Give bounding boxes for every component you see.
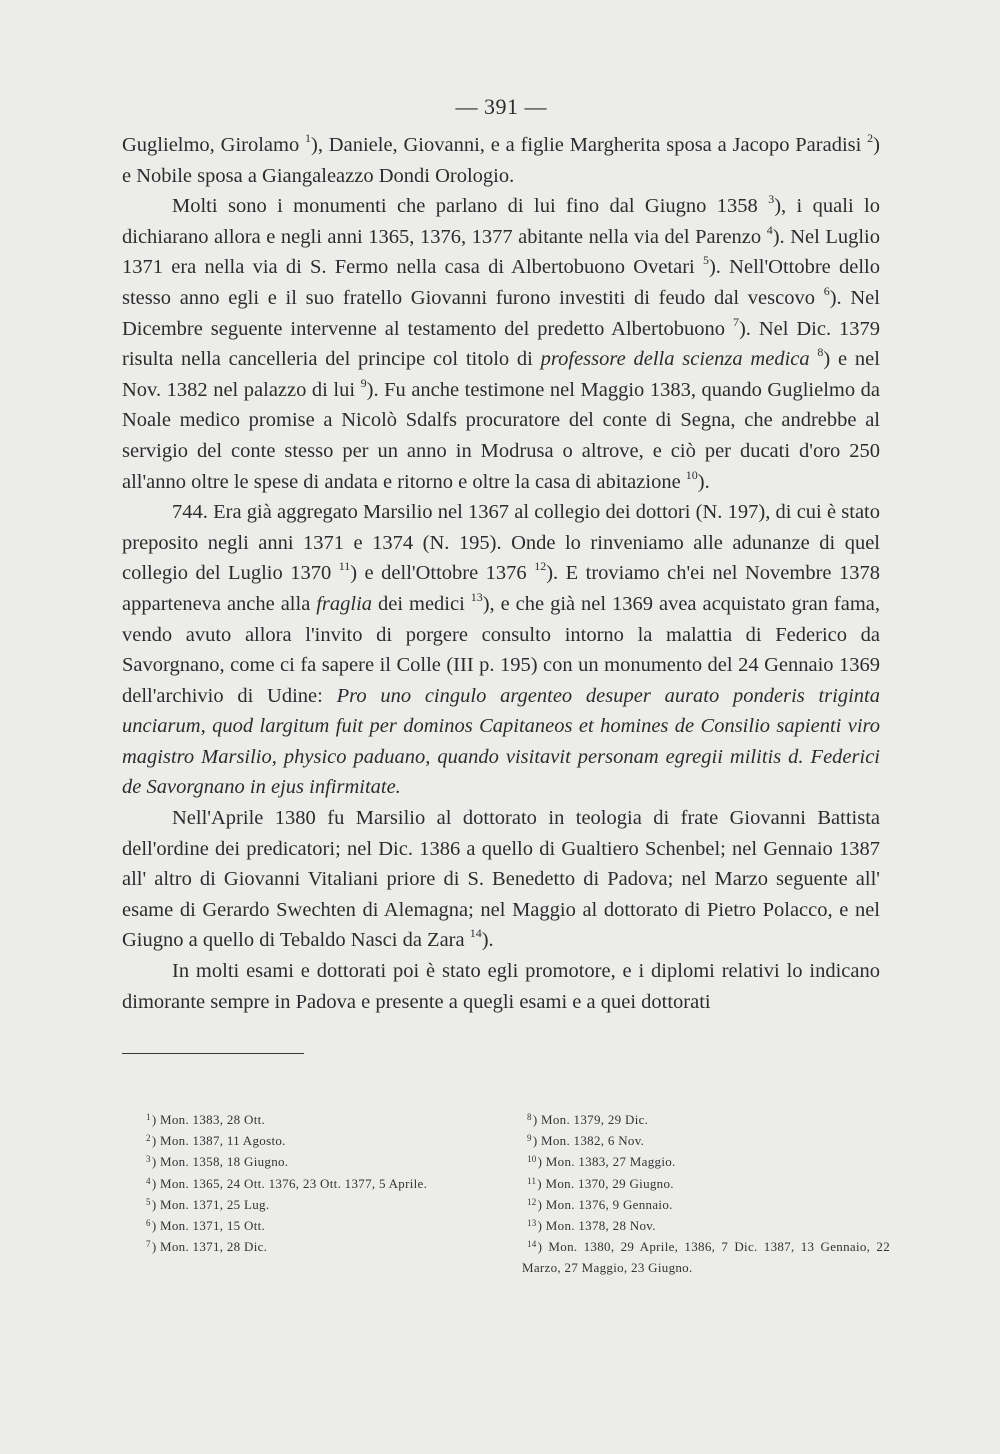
footnote-text: ) Mon. 1387, 11 Agosto. [151,1133,286,1149]
footnote-8 [522,1110,890,1131]
footnote-13 [522,1216,890,1237]
footnote-text: ) Mon. 1371, 15 Ott. [151,1218,266,1234]
footnote-text: ) Mon. 1378, 28 Nov. [537,1218,656,1234]
footnote-mark: 6 [146,1218,151,1229]
paragraph-4 [122,803,880,956]
footnote-9 [522,1131,890,1152]
footnote-ref[interactable]: 2 [867,131,874,145]
footnote-ref[interactable]: 1 [305,131,312,145]
text-run: ), Daniele, Giovanni, e a figlie Margherita sposa a Jacopo Paradisi [311,134,868,156]
footnote-text: ) Mon. 1371, 25 Lug. [151,1196,270,1212]
footnote-3 [134,1152,494,1173]
footnote-10 [522,1152,890,1173]
footnote-mark: 7 [146,1239,151,1250]
footnote-mark: 5 [146,1196,151,1207]
footnote-14 [522,1237,890,1277]
footnote-6 [134,1216,494,1237]
text-run: ). Nel Dic. 1379 risulta nella cancelleria del principe col titolo di [122,317,881,371]
text-run: ). Nel Luglio 1371 era nella via di S. Fermo nella casa di Albertobuono Ovetari [122,225,881,279]
footnote-5 [134,1195,494,1216]
text-run: ) e nel Nov. 1382 nel palazzo di lui [122,348,880,401]
footnote-mark: 9 [527,1133,532,1144]
footnote-ref[interactable]: 6 [823,283,830,298]
latin-quote: Pro uno cingulo argenteo desuper aurato ponderis triginta unciarum, quod largitum fuit per dominos Capitaneos et homines de Consilio sapienti viro magistro Marsilio, physico paduano, quando visitavit personam egregii militis d. Federici de Savorgnano in ejus infirmitate. [122,684,880,799]
footnote-ref[interactable]: 9 [360,375,367,390]
footnotes-right-column [522,1110,890,1278]
footnote-ref[interactable]: 11 [338,559,351,574]
footnote-mark: 4 [146,1175,151,1186]
text-run: 744. Era già aggregato Marsilio nel 1367 al collegio dei dottori (N. 197), di cui è stato preposito negli anni 1371 e 1374 (N. 195). Onde lo rinveniamo alle adunanze di quel collegio del Luglio 1370 [122,501,880,585]
footnote-mark: 14 [527,1239,537,1250]
italic-phrase: professore della scienza medica [540,348,810,371]
footnote-mark: 1 [146,1112,151,1122]
text-run: ) e dell'Ottobre 1376 [350,562,535,585]
footnote-text: ) Mon. 1376, 9 Gennaio. [537,1196,673,1212]
text-run: Nell'Aprile 1380 fu Marsilio al dottorato in teologia di frate Giovanni Battista dell'ordine dei predicatori; nel Dic. 1386 a quello di Gualtiero Schenbel; nel Gennaio 1387 all' altro di Giovanni Vitaliani priore di S. Benedetto di Padova; nel Marzo seguente all' esame di Gerardo Swechten di Alemagna; nel Maggio al dottorato di Pietro Polacco, e nel Giugno a quello di Tebaldo Nasci da Zara [122,807,880,952]
text-run: ). E troviamo ch'ei nel Novembre 1378 apparteneva anche alla [122,562,880,615]
footnote-text: ) Mon. 1382, 6 Nov. [532,1133,645,1149]
footnote-2 [134,1131,494,1152]
footnote-ref[interactable]: 8 [817,345,824,360]
footnote-ref[interactable]: 10 [685,467,698,482]
paragraph-2 [122,191,880,497]
footnote-ref[interactable]: 13 [470,589,483,604]
text-run: ). [697,470,710,493]
paragraph-1 [122,130,880,191]
footnote-mark: 3 [146,1154,151,1165]
footnote-text: ) Mon. 1365, 24 Ott. 1376, 23 Ott. 1377, 5 Aprile. [151,1175,428,1191]
footnote-ref[interactable]: 5 [702,253,709,268]
text-run: Molti sono i monumenti che parlano di lui fino dal Giugno 1358 [172,195,769,218]
text-run: ) e Nobile sposa a Giangaleazzo Dondi Orologio. [122,134,880,187]
footnote-mark: 12 [527,1196,537,1207]
footnote-text: ) Mon. 1383, 27 Maggio. [537,1154,676,1170]
footnote-text: ) Mon. 1380, 29 Aprile, 1386, 7 Dic. 1387, 13 Gennaio, 22 Marzo, 27 Maggio, 23 Giugno. [522,1239,890,1276]
text-run: ), i quali lo dichiarano allora e negli anni 1365, 1376, 1377 abitante nella via del Parenzo [122,195,880,248]
footnote-mark: 11 [527,1175,537,1186]
footnote-ref[interactable]: 14 [469,926,482,941]
footnote-1 [134,1110,494,1131]
paragraph-3 [122,497,880,803]
main-text [122,130,880,1017]
footnote-ref[interactable]: 4 [766,222,773,237]
text-run: ). Fu anche testimone nel Maggio 1383, quando Guglielmo da Noale medico promise a Nicolò Sdalfs procuratore del conte di Segna, che andrebbe al servigio del conte stesso per un anno in Modrusa o altrove, e ciò per ducati d'oro 250 all'anno oltre le spese di andata e ritorno e oltre la casa di abitazione [122,378,880,493]
text-run: ). [481,929,494,952]
footnote-ref[interactable]: 3 [768,192,775,207]
footnotes-left-column [134,1110,494,1258]
italic-phrase: fraglia [316,592,373,615]
text-run: ), e che già nel 1369 avea acquistato gran fama, vendo avuto allora l'invito di porgere consulto intorno la malattia di Federico da Savorgnano, come ci fa sapere il Colle (III p. 195) con un monumento del 24 Gennaio 1369 dell'archivio di Udine: [122,592,880,707]
footnote-text: ) Mon. 1371, 28 Dic. [151,1239,268,1255]
page-number: — 391 — [455,94,547,119]
footnote-4 [134,1174,494,1195]
text-run: ). Nell'Ottobre dello stesso anno egli e il suo fratello Giovanni furono investiti di feudo dal vescovo [122,256,881,309]
footnote-text: ) Mon. 1358, 18 Giugno. [151,1154,289,1170]
footnote-mark: 8 [527,1112,532,1122]
footnote-text: ) Mon. 1370, 29 Giugno. [537,1175,674,1191]
paragraph-5 [122,956,880,1017]
footnote-7 [134,1237,494,1258]
text-run: dei medici [372,592,471,615]
text-run: ). Nel Dicembre seguente intervenne al testamento del predetto Albertobuono [122,286,880,340]
footnote-mark: 10 [527,1154,537,1165]
text-run: In molti esami e dottorati poi è stato egli promotore, e i diplomi relativi lo indicano dimorante sempre in Padova e presente a quegli esami e a quei dottorati [122,960,880,1013]
footnote-mark: 13 [527,1218,537,1229]
footnote-ref[interactable]: 12 [534,559,547,574]
footnote-text: ) Mon. 1379, 29 Dic. [532,1112,649,1127]
footnote-divider [122,1053,304,1054]
footnote-12 [522,1195,890,1216]
text-run: Guglielmo, Girolamo [122,134,306,156]
footnote-ref[interactable]: 7 [732,314,739,329]
footnote-mark: 2 [146,1133,151,1144]
footnote-text: ) Mon. 1383, 28 Ott. [151,1112,266,1127]
footnote-11 [522,1174,890,1195]
